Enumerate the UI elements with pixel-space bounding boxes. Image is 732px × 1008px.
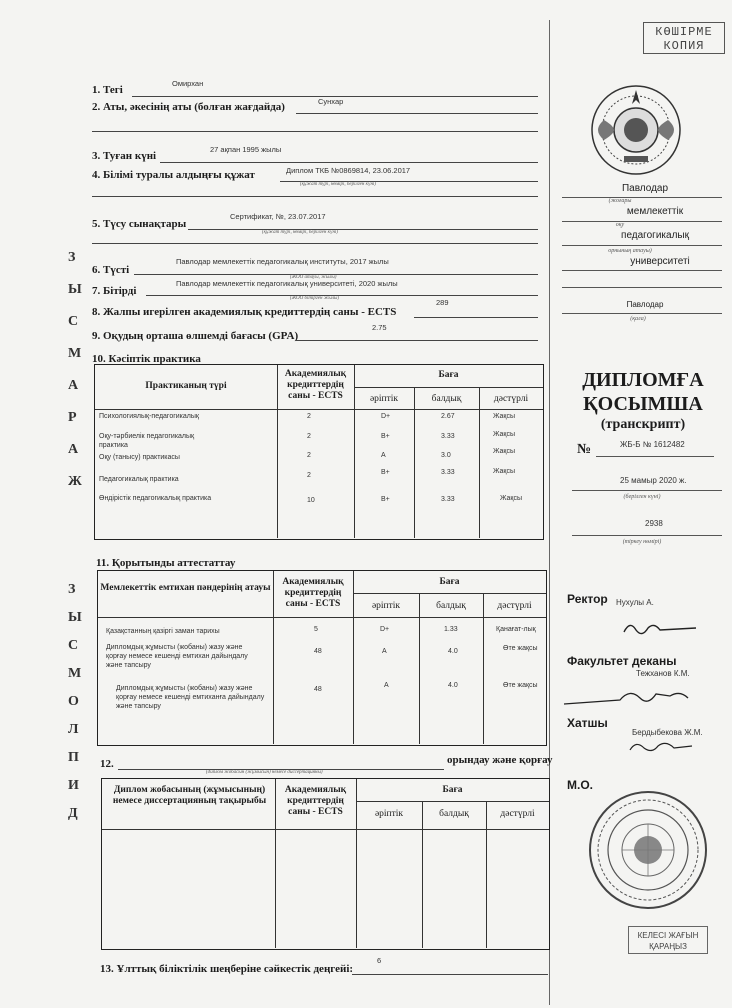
dean-name: Тежханов К.М.: [636, 669, 690, 678]
field-entered-value: Павлодар мемлекеттік педагогикалық институты, 2017 жылы: [176, 257, 389, 266]
field-birthdate-value: 27 ақпан 1995 жылы: [210, 145, 282, 154]
university-hint3: орнының атауы): [608, 248, 652, 254]
university-name-line1: Павлодар: [621, 183, 669, 194]
document-title-line2: ҚОСЫМША: [583, 393, 703, 415]
thesis-col-credits: Академиялық кредиттердің саны - ECTS: [284, 785, 347, 817]
thesis-col-topic: Диплом жобасының (жұмысының) немесе диссертацияның тақырыбы: [112, 785, 267, 806]
secretary-label: Хатшы: [567, 716, 608, 730]
field-graduated-label: 7. Бітірді: [92, 285, 137, 297]
field-entered-label: 6. Түсті: [92, 264, 130, 276]
city-hint: (қала): [630, 316, 646, 322]
see-reverse-stamp: [628, 926, 708, 954]
field-entered-hint: (ЖОО атауы, жылы): [290, 275, 337, 280]
registration-number-hint: (тіркеу нөмірі): [622, 539, 662, 545]
dean-signature: [560, 684, 700, 710]
rector-signature: [620, 616, 700, 640]
practice-col-type: Практиканың түрі: [145, 381, 227, 391]
thesis-col-grade: Баға: [442, 785, 463, 795]
university-name-line2: мемлекеттік: [626, 206, 684, 217]
exam-col-trad: дәстүрлі: [497, 601, 532, 611]
city-value: Павлодар: [626, 300, 664, 309]
field-entrance-hint: (құжат түрі, нөмірі, берілген күні): [262, 230, 338, 235]
exam-section-title: 11. Қорытынды аттестаттау: [96, 557, 236, 569]
nqf-level-value: 6: [377, 956, 382, 965]
field-prev-doc-label: 4. Білімі туралы алдыңғы құжат: [92, 169, 255, 181]
issue-date-value: 25 мамыр 2020 ж.: [620, 476, 687, 485]
field-birthdate-label: 3. Туған күні: [92, 150, 157, 162]
document-title-line1: ДИПЛОМҒА: [582, 369, 704, 391]
field-prev-doc-hint: (құжат түрі, нөмірі, берілген күні): [300, 182, 376, 187]
issue-date-hint: (берілген күні): [623, 494, 661, 500]
field-credits-value: 289: [436, 298, 449, 307]
field-surname-label: 1. Тегі: [92, 84, 123, 96]
secretary-signature: [626, 738, 696, 756]
field-gpa-label: 9. Оқудың орташа өлшемді бағасы (GPA): [92, 330, 299, 342]
university-hint1: (жоғары: [608, 198, 632, 204]
rector-label: Ректор: [567, 592, 608, 606]
thesis-section-number: 12.: [100, 758, 114, 770]
field-entrance-value: Сертификат, №, 23.07.2017: [230, 212, 326, 221]
exam-col-subject: Мемлекеттік емтихан пәндерінің атауы: [100, 583, 271, 593]
thesis-col-trad: дәстүрлі: [500, 809, 535, 819]
practice-col-trad: дәстүрлі: [493, 394, 529, 404]
copy-stamp-line2: КОПИЯ: [663, 39, 705, 53]
university-hint2: оқу: [615, 222, 625, 228]
thesis-section-suffix: орындау және қорғау: [447, 754, 553, 766]
copy-stamp: [643, 22, 725, 54]
registration-number-value: 2938: [645, 519, 663, 528]
practice-col-points: балдық: [431, 394, 462, 404]
practice-col-letter: әріптік: [369, 394, 399, 404]
field-graduated-hint: (ЖОО бітірген жылы): [290, 296, 340, 301]
university-name-line3: педагогикалық: [621, 230, 689, 241]
state-emblem-icon: [590, 84, 682, 176]
exam-col-letter: әріптік: [371, 601, 401, 611]
practice-col-credits: Академиялық кредиттердің саны - ECTS: [284, 369, 347, 401]
field-graduated-value: Павлодар мемлекеттік педагогикалық университеті, 2020 жылы: [176, 279, 398, 288]
field-gpa-value: 2.75: [372, 323, 387, 332]
exam-col-grade: Баға: [439, 577, 460, 587]
see-reverse-line1: КЕЛЕСІ ЖАҒЫН: [637, 931, 699, 940]
official-seal-icon: [586, 788, 710, 912]
field-credits-label: 8. Жалпы игерілген академиялық кредиттердің саны - ECTS: [92, 306, 397, 318]
thesis-col-points: балдық: [439, 809, 469, 819]
practice-col-grade: Баға: [438, 370, 459, 380]
diploma-number-value: ЖБ-Б № 1612482: [620, 440, 685, 449]
exam-col-credits: Академиялық кредиттердің саны - ECTS: [282, 577, 344, 609]
rector-name: Нухулы А.: [616, 598, 654, 607]
thesis-col-letter: әріптік: [374, 809, 404, 819]
see-reverse-line2: ҚАРАҢЫЗ: [649, 942, 687, 951]
exam-col-points: балдық: [436, 601, 466, 611]
dean-label: Факультет деканы: [567, 654, 677, 668]
copy-stamp-line1: КӨШІРМЕ: [655, 25, 713, 39]
field-entrance-label: 5. Түсу сынақтары: [92, 218, 187, 230]
thesis-table: [101, 778, 550, 950]
field-surname-value: Омирхан: [172, 79, 204, 88]
seal-label: М.О.: [567, 778, 593, 792]
practice-section-title: 10. Кәсіптік практика: [92, 353, 201, 365]
university-name-line4: университеті: [630, 256, 690, 267]
practice-table: Практиканың түрі Академиялық кредиттердің саны - ECTS Баға әріптік балдық дәстүрлі Психологиялық-педагогикалық 2 D+ 2.67 Жақсы Оқу-тәрбиелік педагогикалық практика 2 B+ 3.33 Жақсы Оқу (танысу) практикасы 2 A 3.0 Жақсы Педагогикалық практика 2 B+ 3.33 Жақсы Өндірістік педагогикалық практика 10 B+ 3.33 Жақсы: [94, 364, 544, 540]
number-sign: №: [577, 442, 592, 457]
field-name-value: Сунхар: [318, 97, 344, 106]
thesis-section-hint: (диплом жобасын (жұмысын) немесе диссертацияны): [206, 770, 323, 775]
exam-table: Мемлекеттік емтихан пәндерінің атауы Академиялық кредиттердің саны - ECTS Баға әріптік балдық дәстүрлі Қазақстанның қазіргі заман тарихы 5 D+ 1.33 Қанағат-лық Дипломдық жұмысты (жобаны) жазу және қорғау немесе кешенді емтихан дайындалу және тапсыру 48 A 4.0 Өте жақсы Дипломдық жұмысты (жобаны) жазу және қорғау немесе кешенді емтиханға дайындалу және тапсыру 48 A 4.0 Өте жақсы: [97, 570, 547, 746]
nqf-level-label: 13. Ұлттық біліктілік шеңберіне сәйкестік деңгейі:: [100, 963, 354, 975]
document-title-line3: (транскрипт): [600, 417, 686, 432]
secretary-name: Бердыбекова Ж.М.: [632, 728, 703, 737]
field-prev-doc-value: Диплом ТКБ №0869814, 23.06.2017: [286, 166, 411, 175]
field-name-label: 2. Аты, әкесінің аты (болған жағдайда): [92, 101, 285, 113]
